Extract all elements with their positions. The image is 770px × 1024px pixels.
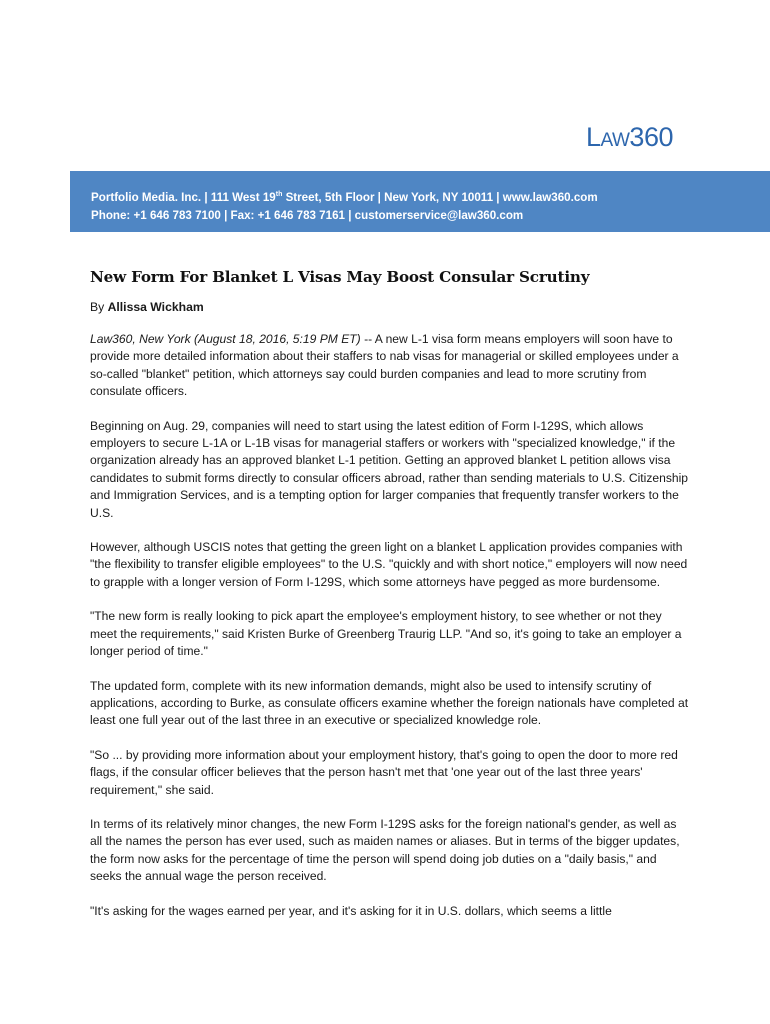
article	[90, 268, 690, 920]
body-paragraph: "So ... by providing more information about your employment history, that's going to open the door to more red flags, if the consular officer believes that the person hasn't met that 'one year out of the last three years' requirement," she said.	[90, 747, 678, 797]
banner-address-line	[91, 189, 770, 207]
banner-address-part2: Street, 5th Floor | New York, NY 10011 | www.law360.com	[282, 191, 598, 204]
contact-banner	[70, 171, 770, 232]
byline	[90, 300, 690, 314]
body-paragraph: The updated form, complete with its new information demands, might also be used to intensify scrutiny of applications, according to Burke, as consulate officers examine whether the foreign nationals have completed at least one full year out of the last three in an executive or specialized knowledge role.	[90, 678, 689, 728]
body-paragraph: However, although USCIS notes that getting the green light on a blanket L application provides companies with "the flexibility to transfer eligible employees" to the U.S. "quickly and with short notice," employers will now need to grapple with a longer version of Form I-129S, which some attorneys have pegged as more burdensome.	[90, 540, 688, 589]
body-paragraph: Beginning on Aug. 29, companies will need to start using the latest edition of Form I-129S, which allows employers to secure L-1A or L-1B visas for managerial staffers or workers with "specialized knowledge," if the organization already has an approved blanket L-1 petition. Getting an approved blanket L petition allows visa candidates to submit forms directly to consular officers abroad, rather than sending materials to U.S. Citizenship and Immigration Services, and is a tempting option for larger companies that frequently transfer workers to the U.S.	[90, 418, 689, 520]
article-title: New Form For Blanket L Visas May Boost Consular Scrutiny	[90, 268, 590, 286]
article-body	[90, 331, 690, 920]
body-paragraph: "The new form is really looking to pick apart the employee's employment history, to see whether or not they meet the requirements," said Kristen Burke of Greenberg Traurig LLP. "And so, it's going to take an employer a longer period of time."	[90, 609, 682, 659]
logo-law-text: Law	[586, 122, 630, 152]
law360-logo	[586, 124, 673, 151]
by-label: By	[90, 300, 108, 314]
author-name: Allissa Wickham	[107, 300, 204, 314]
lead-paragraph	[90, 331, 690, 401]
logo-360-text: 360	[629, 122, 673, 152]
banner-address-part1: Portfolio Media. Inc. | 111 West 19	[91, 191, 276, 204]
dateline: Law360, New York (August 18, 2016, 5:19 PM ET)	[90, 332, 361, 346]
lead-text: -- A new L-1 visa form means employers will soon have to provide more detailed information about their staffers to nab visas for managerial or skilled employees under a so-called "blanket" petition, which attorneys say could burden companies and lead to more scrutiny from consulate officers.	[90, 332, 679, 399]
body-paragraph: In terms of its relatively minor changes, the new Form I-129S asks for the foreign national's gender, as well as all the names the person has ever used, such as maiden names or aliases. But in terms of the bigger updates, the form now asks for the percentage of time the person will spend doing job duties on a "daily basis," and seeks the annual wage the person received.	[90, 816, 680, 884]
banner-address-sup: th	[275, 191, 283, 199]
body-paragraph: "It's asking for the wages earned per year, and it's asking for it in U.S. dollars, which seems a little	[90, 903, 612, 918]
banner-phone-line: Phone: +1 646 783 7100 | Fax: +1 646 783 7161 | customerservice@law360.com	[91, 209, 524, 222]
